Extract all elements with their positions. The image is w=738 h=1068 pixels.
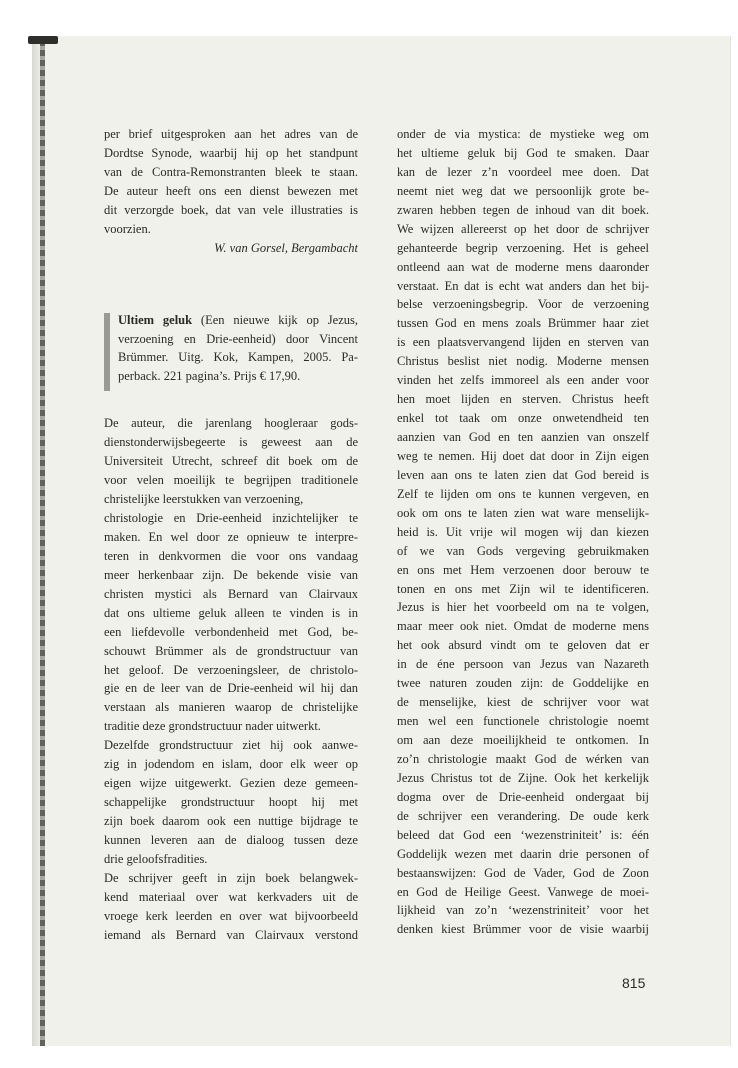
text-line: ook om ons te laten zien wat ware menselijk- [397, 505, 649, 520]
left-column [104, 125, 358, 945]
text-line: Universiteit Utrecht, schreef dit boek om de [104, 454, 358, 469]
reviewer-signature: W. van Gorsel, Bergambacht [214, 240, 358, 255]
text-line: kunnen leveren aan de dialoog tussen deze [104, 832, 358, 847]
text-line: tussen God en mens zoals Brümmer haar ziet [397, 316, 649, 331]
binding-clip [28, 36, 58, 44]
text-line: om aan deze moeilijkheid te ontkomen. In [397, 733, 649, 747]
text-line: teren in denkvormen die voor ons vandaag [104, 548, 358, 563]
text-line: dit verzorgde boek, dat van vele illustraties is [104, 202, 358, 217]
text-line: de schrijver een verandering. De oude kerk [397, 808, 649, 823]
text-line: beleed dat God een ‘wezenstriniteit’ is: één [397, 827, 649, 842]
text-line: christelijke leerstukken van verzoening, [104, 492, 304, 507]
review-header-line: perback. 221 pagina’s. Prijs € 17,90. [118, 369, 301, 384]
text-line: in de éne persoon van Jezus van Nazareth [397, 657, 649, 672]
previous-review-ending [104, 125, 358, 258]
text-line: Zelf te lijden om ons te kunnen vergeven, en [397, 486, 649, 501]
text-line: hen moet lijden en sterven. Christus heeft [397, 392, 649, 407]
text-line: christen mystici als Bernard van Clairvaux [104, 586, 358, 601]
text-line: voorzien. [104, 221, 151, 236]
text-line: leven aan ons te laten zien dat God bereid is [397, 467, 649, 482]
text-line: kend materiaal over wat kerkvaders uit de [104, 889, 358, 904]
text-line: schouwt Brümmer als de grondstructuur van [104, 643, 358, 658]
text-line: verstaat. En dat is echt wat anders dan het bij- [397, 278, 649, 293]
text-line: meer herkenbaar zijn. De bekende visie van [104, 567, 358, 582]
text-line: gehanteerde begrip verzoening. Het is geheel [397, 240, 649, 255]
review-marker-bar [104, 313, 110, 391]
text-line: lijkheid van zo’n ‘wezenstriniteit’ voor het [397, 903, 649, 918]
text-line: Jezus Christus tot de Zijne. Ook het kerkelijk [397, 770, 649, 785]
text-line: bestaanswijzen: God de Vader, God de Zoon [397, 865, 649, 880]
text-line: per brief uitgesproken aan het adres van de [104, 127, 358, 141]
review-title: Ultiem geluk [118, 312, 193, 327]
text-line: Christus beslist niet nodig. Moderne mensen [397, 354, 649, 369]
text-line: De schrijver geeft in zijn boek belangwek- [104, 870, 358, 885]
text-line: neemt niet weg dat we persoonlijk grote be- [397, 183, 649, 198]
text-line: aanzien van God en ten aanzien van onszelf [397, 430, 649, 444]
text-line: maken. En wel door ze opnieuw te interpre- [104, 529, 358, 544]
review-header [104, 311, 358, 387]
text-line: is een plaatsvervangend lijden en sterven van [397, 335, 649, 350]
text-line: van de Contra-Remonstranten bleek te staan. [104, 164, 358, 179]
text-line: zig in jodendom en islam, door elk weer op [104, 757, 358, 772]
text-line: dienstonderwijsbegeerte is geweest aan de [104, 435, 358, 450]
text-line: een liefdevolle verbondenheid met God, be- [104, 624, 358, 639]
text-line: De auteur heeft ons een dienst bewezen met [104, 183, 358, 198]
text-line: christologie en Drie-eenheid inzichtelijker te [104, 511, 358, 525]
text-line: enkel tot taak om onze onwetendheid ten [397, 411, 649, 426]
text-line: tonen en ons met Zijn wil te identificeren. [397, 581, 649, 596]
text-line: Dordtse Synode, waarbij hij op het standpunt [104, 145, 358, 160]
text-line: het geloof. De verzoeningsleer, de christolo- [104, 662, 358, 677]
text-line: zwaren hebben tegen de inhoud van dit boek. [397, 202, 649, 217]
text-line: onder de via mystica: de mystieke weg om [397, 127, 649, 141]
text-line: traditie deze grondstructuur nader uitwerkt. [104, 719, 321, 734]
text-line: De auteur, die jarenlang hoogleraar gods- [104, 416, 358, 431]
review-header-line: Ultiem geluk (Een nieuwe kijk op Jezus, [118, 312, 358, 327]
text-line: Dezelfde grondstructuur ziet hij ook aanwe- [104, 738, 358, 753]
text-line: en ons met Hem verzoenen door berouw te [397, 562, 649, 577]
page-number: 815 [622, 975, 646, 991]
text-line: en God de Heilige Geest. Vanwege de moei- [397, 884, 649, 899]
text-line: Jezus is hier het voorbeeld om na te volgen, [397, 600, 649, 615]
text-line: vroege kerk leerden en over wat bijvoorbeeld [104, 908, 358, 923]
text-line: We wijzen allereerst op het door de schrijver [397, 221, 649, 236]
review-body [104, 414, 358, 944]
review-header-line: Brümmer. Uitg. Kok, Kampen, 2005. Pa- [118, 350, 358, 365]
text-line: ontleend aan wat de moderne mens daaronder [397, 259, 649, 274]
text-line: Goddelijk wezen met daarin drie personen of [397, 846, 649, 861]
text-line: zijn boek daarom ook een nuttige bijdrage te [104, 814, 358, 828]
text-line: eigen wijze uitgewerkt. Gezien deze gemeen- [104, 776, 358, 791]
text-line: dogma over de Drie-eenheid ondergaat bij [397, 789, 649, 804]
text-line: men wel een functionele christologie noemt [397, 714, 649, 729]
text-line: vinden het zelfs immoreel als een ander voor [397, 373, 649, 388]
text-line: het ultieme geluk bij God te smaken. Daar [397, 145, 649, 160]
text-line: voor velen moeilijk te begrijpen traditionele [104, 473, 358, 488]
text-line: het ook absurd vindt om te geloven dat er [397, 638, 649, 653]
text-line: zo’n christologie maakt God de wérken van [397, 751, 649, 766]
text-line: belse verzoeningsbegrip. Voor de verzoening [397, 297, 649, 312]
text-line: dat ons ultieme geluk alleen te vinden is in [104, 605, 358, 620]
text-line: de menselijke, kiest de schrijver voor wat [397, 695, 649, 710]
text-line: kan de lezer z’n voordeel mee doen. Dat [397, 164, 649, 179]
text-line: maar meer ook niet. Omdat de moderne mens [397, 619, 649, 634]
text-line: drie geloofsfradities. [104, 851, 208, 866]
text-line: verstaan als manieren waarop de christelijke [104, 700, 358, 715]
text-line: heid is. Uit vrije wil mogen wij dan kiezen [397, 524, 649, 539]
text-line: gie en de leer van de Drie-eenheid wil hij dan [104, 681, 358, 696]
text-line: schappelijke grondstructuur hoopt hij met [104, 795, 358, 810]
text-line: twee naturen zouden zijn: de Goddelijke en [397, 676, 649, 691]
text-line: iemand als Bernard van Clairvaux verstond [104, 927, 358, 942]
review-header-line: verzoening en Drie-eenheid) door Vincent [118, 331, 358, 346]
text-line: of we van Gods vergeving gebruikmaken [397, 543, 649, 558]
right-column [397, 125, 649, 939]
text-line: denken kiest Brümmer voor de visie waarbij [397, 922, 649, 937]
binding-stitch [40, 40, 45, 1046]
text-line: weg te nemen. Hij doet dat door in Zijn eigen [397, 448, 649, 463]
